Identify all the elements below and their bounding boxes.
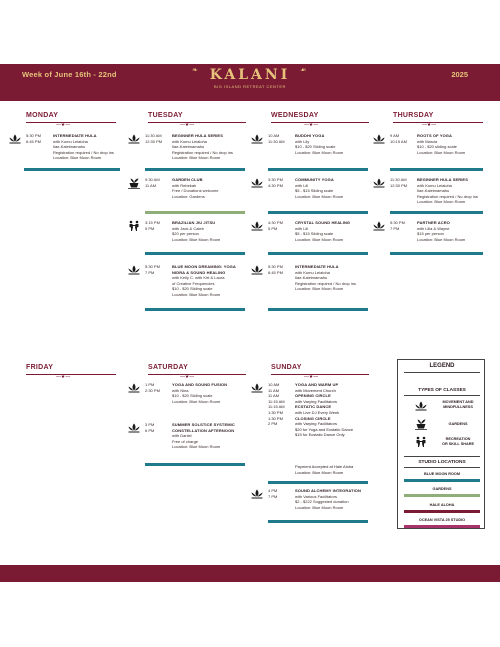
event-line: Payment Accepted at Hale Aloha [295, 464, 354, 469]
event-title-cont: NIDRA & SOUND HEALING [172, 269, 226, 275]
legend-title: LEGEND [429, 363, 455, 369]
kalani-logo [200, 68, 300, 89]
event-card[interactable] [127, 422, 252, 458]
day-saturday: SATURDAY [148, 364, 189, 371]
event-line: with Lili [295, 182, 309, 188]
event-start: 11:30 AM [390, 177, 407, 182]
legend-type-label: OR SKILL SHARE [442, 441, 474, 446]
event-line: with Kumu Leialoha [172, 138, 207, 144]
event-title: COMMUNITY YOGA [295, 177, 334, 182]
event-line: Registration required / No drop ins [295, 280, 356, 286]
recreation-icon [127, 220, 141, 232]
event-start: 3 PM [145, 422, 155, 427]
event-times [390, 220, 418, 231]
event-title: CLOSING CIRCLE [295, 415, 331, 421]
legend-bar-ocean-vista [404, 525, 480, 528]
logo-name: KALANI [209, 67, 291, 83]
event-times [145, 422, 173, 433]
event-line: Location: Blue Moon Room [295, 149, 344, 155]
event-title-cont: CONSTELLATION AFTERNOON [172, 427, 235, 433]
legend-location-hale-aloha: HALE ALOHA [429, 503, 455, 507]
event-start: 5:30 PM [390, 220, 405, 225]
recreation-icon [414, 436, 428, 448]
event-time: 1:30 PM [268, 415, 283, 421]
legend-rule [404, 467, 480, 468]
lotus-icon [127, 264, 141, 276]
legend-types-title: TYPES OF CLASSES [418, 388, 466, 393]
event-times [390, 133, 418, 144]
event-end: 12:30 PM [145, 138, 163, 144]
ornament-icon: ⁓❦⁓ [56, 122, 71, 128]
event-start: 5:30 PM [26, 133, 41, 138]
garden-icon [414, 418, 428, 430]
event-line: with Kelly C. with Kirt & Laura [172, 275, 225, 281]
event-card[interactable] [372, 133, 497, 163]
event-end: 10:15 AM [390, 138, 407, 144]
event-times [26, 133, 54, 144]
event-title: ROOTS OF YOGA [417, 133, 453, 138]
event-line: with Live DJ Every Week [295, 410, 340, 415]
legend-type-label: MINDFULLNESS [443, 404, 473, 409]
ornament-icon: ⁓❦⁓ [304, 122, 319, 128]
event-end: 7 PM [390, 225, 400, 231]
event-card[interactable] [127, 220, 252, 250]
legend-type-movement [432, 400, 484, 409]
event-line: Free / Donations welcome [172, 188, 219, 194]
event-line: Location: Blue Moon Room [172, 155, 221, 161]
event-time: 11 AM [268, 393, 280, 399]
day-tuesday: TUESDAY [148, 112, 183, 119]
legend-rule [404, 395, 480, 396]
event-line: with Varying Facilitators [295, 421, 337, 427]
legend-type-label: RECREATION [445, 437, 471, 441]
location-bar-blue-moon [268, 481, 368, 484]
event-details [417, 220, 465, 242]
event-time: 2 PM [268, 421, 278, 427]
event-title: CRYSTAL SOUND HEALING [295, 220, 351, 225]
event-times [145, 220, 173, 231]
legend-bar-hale-aloha [404, 510, 480, 513]
event-line: Location: Blue Moon Room [172, 444, 221, 450]
event-line: Location: Blue Moon Room [417, 199, 466, 205]
event-title: SUMMER SOLSTICE SYSTEMIC [172, 422, 235, 427]
event-start: 9:30 AM [145, 177, 160, 182]
location-bar-blue-moon [268, 252, 368, 255]
event-start: 5:30 PM [268, 264, 283, 269]
location-bar-blue-moon [390, 252, 483, 255]
footer-band [0, 565, 500, 582]
event-card[interactable] [372, 220, 497, 250]
day-sunday: SUNDAY [271, 364, 302, 371]
event-card[interactable] [250, 488, 380, 518]
day-friday: FRIDAY [26, 364, 54, 371]
legend-location-blue-moon: BLUE MOON ROOM [423, 472, 461, 476]
ornament-icon: ⁓❦⁓ [56, 374, 71, 380]
event-title: SOUND ALCHEMY INTEGRATION [295, 488, 361, 493]
event-line: $5 - $15 Sliding scale [295, 188, 334, 194]
event-start: 11:30 AM [145, 133, 162, 138]
legend-rule [404, 372, 480, 373]
event-title: INTERMEDIATE HULA [295, 264, 339, 269]
event-line: with Kumu Leialoha [53, 138, 88, 144]
event-line: $20 per person [172, 231, 199, 237]
event-times [145, 177, 173, 188]
event-details [53, 133, 114, 161]
lotus-icon [127, 382, 141, 394]
legend-type-label: MOVEMENT AND [442, 400, 474, 404]
location-bar-blue-moon [268, 168, 368, 171]
lotus-icon [250, 488, 264, 500]
event-end: 2:30 PM [145, 387, 160, 393]
event-end: 5 PM [268, 225, 278, 231]
event-times [390, 177, 418, 188]
event-start: 5:30 PM [145, 264, 160, 269]
event-line: $10 - $20 Sliding scale [172, 286, 213, 292]
ornament-left-icon: ❧ [192, 67, 198, 74]
lotus-icon [250, 264, 264, 276]
event-line: with Various Facilitators [295, 493, 337, 499]
event-title: PARTNER ACRO [417, 220, 450, 225]
header-banner [0, 64, 500, 101]
event-start: 9 AM [390, 133, 400, 138]
event-start: 10 AM [268, 133, 280, 138]
event-card[interactable] [127, 382, 252, 412]
event-end: 6:45 PM [26, 138, 41, 144]
event-details [172, 422, 235, 450]
event-card[interactable] [127, 264, 252, 308]
ornament-icon: ⁓❦⁓ [180, 374, 195, 380]
event-time: 11:15 AM [268, 398, 285, 404]
location-bar-blue-moon [24, 168, 120, 171]
event-line: Ilae-Kaleimamahu [417, 188, 450, 194]
day-rule [271, 122, 369, 123]
event-title: ECSTATIC DANCE [295, 404, 332, 410]
event-card[interactable] [250, 264, 375, 300]
event-line: $15 per person [417, 231, 444, 237]
event-end: 5 PM [145, 225, 155, 231]
event-end: 7 PM [268, 493, 278, 499]
lotus-icon [250, 220, 264, 232]
event-line: Location: Blue Moon Room [295, 236, 344, 242]
lotus-icon [127, 422, 141, 434]
event-line: of Creative Frequencies [172, 280, 215, 286]
event-line: $2 - $222 Suggested donation [295, 499, 349, 505]
event-line: with Lili [295, 225, 309, 231]
event-details [417, 177, 478, 205]
lotus-icon [8, 133, 22, 145]
lotus-icon [372, 220, 386, 232]
day-rule [393, 122, 483, 123]
event-times [268, 177, 296, 188]
event-line: with Nina [172, 387, 189, 393]
event-end: 11 AM [145, 182, 157, 188]
event-line: Ilae-Kaleimamahu [172, 144, 205, 150]
legend-rule [404, 456, 480, 457]
event-time: 1:30 PM [268, 410, 283, 415]
event-line: Location: Blue Moon Room [172, 398, 221, 404]
location-bar-blue-moon [145, 463, 245, 466]
event-line: Location: Blue Moon Room [172, 291, 221, 297]
event-details [295, 177, 343, 199]
event-start: 3:15 PM [145, 220, 160, 225]
event-line: with Kumu Leialoha [417, 182, 452, 188]
event-card[interactable] [8, 133, 120, 169]
garden-icon [127, 177, 141, 189]
week-label: Week of June 16th - 22nd [22, 70, 117, 79]
legend-location-ocean-vista: OCEAN VISTA 25 STUDIO [418, 518, 466, 522]
day-wednesday: WEDNESDAY [271, 112, 319, 119]
location-bar-blue-moon [145, 168, 245, 171]
ornament-right-icon: ☙ [300, 67, 307, 74]
event-times [268, 488, 296, 499]
event-end: 12:30 PM [390, 182, 408, 188]
event-line: Ilae-Kaleimamahu [53, 144, 86, 150]
lotus-icon [414, 400, 428, 412]
event-details [417, 133, 465, 155]
location-bar-blue-moon [268, 211, 368, 214]
event-end: 6 PM [145, 427, 155, 433]
event-line: with Jack & Caleb [172, 225, 204, 231]
event-line: Registration required / No drop ins [172, 149, 233, 155]
legend-bar-gardens [404, 494, 480, 497]
event-details [295, 264, 356, 292]
event-line: with Lily [295, 138, 310, 144]
event-times [145, 264, 173, 275]
event-line: with Lilia & Wayne [417, 225, 450, 231]
logo-subtitle: BIG ISLAND RETREAT CENTER [214, 84, 286, 89]
event-times [268, 133, 296, 144]
day-rule [26, 122, 116, 123]
event-line: with Kumu Leialoha [295, 269, 330, 275]
event-title: BEGINNER HULA SERIES [172, 133, 223, 138]
event-line: Registration required / No drop ins [53, 149, 114, 155]
legend-type-recreation [432, 437, 484, 446]
ornament-icon: ⁓❦⁓ [422, 122, 437, 128]
location-bar-blue-moon [390, 168, 483, 171]
location-bar-blue-moon [390, 211, 483, 214]
event-line: $10 - $20 Sliding scale [172, 393, 213, 399]
event-line: Location: Blue Moon Room [295, 504, 344, 510]
event-line: Location: Blue Moon Room [295, 193, 344, 199]
location-bar-blue-moon [145, 252, 245, 255]
location-bar-gardens [145, 211, 245, 214]
lotus-icon [250, 133, 264, 145]
day-rule [26, 374, 116, 375]
event-line: with Daniel [172, 433, 192, 439]
event-card[interactable] [127, 177, 252, 207]
event-line: Location: Blue Moon Room [172, 236, 221, 242]
lotus-icon [250, 382, 264, 394]
day-thursday: THURSDAY [393, 112, 434, 119]
legend-bar-blue-moon [404, 479, 480, 482]
legend-location-gardens: GARDENS [432, 487, 452, 491]
event-line: Location: Blue Moon Room [417, 149, 466, 155]
event-card[interactable] [250, 177, 375, 207]
legend-locations-title: STUDIO LOCATIONS [418, 460, 466, 465]
event-line: Registration required / No drop ins [417, 193, 478, 199]
event-start: 1 PM [145, 382, 155, 387]
event-line: with Marcia [417, 138, 438, 144]
event-end: 7 PM [145, 269, 155, 275]
event-card[interactable] [127, 133, 252, 169]
day-rule [271, 374, 369, 375]
event-title: GARDEN CLUB [172, 177, 203, 182]
event-title: BLUE MOON DREAMING: YOGA [172, 264, 236, 269]
day-rule [148, 122, 246, 123]
event-details [172, 177, 218, 199]
event-line: with Movement Church [295, 387, 336, 393]
event-time: 11:15 AM [268, 404, 285, 410]
event-line: Location: Blue Moon Room [417, 236, 466, 242]
event-times [145, 133, 173, 144]
event-line: with Rebekah [172, 182, 197, 188]
event-details [172, 220, 220, 242]
event-title: YOGA AND WARM UP [295, 382, 339, 387]
event-details [295, 133, 343, 155]
event-line: Free of charge [172, 438, 199, 444]
event-time: 10 AM [268, 382, 280, 387]
lotus-icon [372, 133, 386, 145]
event-end: 6:45 PM [268, 269, 283, 275]
event-times [145, 382, 173, 393]
event-card[interactable] [372, 177, 497, 213]
event-start: 4 PM [268, 488, 278, 493]
ornament-icon: ⁓❦⁓ [304, 374, 319, 380]
event-times [268, 220, 296, 231]
event-card[interactable] [250, 382, 380, 476]
event-details [295, 220, 350, 242]
ornament-icon: ⁓❦⁓ [180, 122, 195, 128]
event-card[interactable] [250, 133, 375, 163]
event-line: $15 for Ecstatic Dance Only [295, 432, 345, 438]
event-line: Location: Blue Moon Room [295, 469, 344, 475]
event-title: YOGA AND SOUND FUSION [172, 382, 228, 387]
location-bar-blue-moon [145, 308, 245, 311]
event-start: 3:30 PM [268, 177, 283, 182]
day-monday: MONDAY [26, 112, 59, 119]
event-card[interactable] [250, 220, 375, 250]
event-line: Location: Blue Moon Room [295, 286, 344, 292]
year-label: 2025 [451, 70, 468, 79]
event-line: $20 for Yoga and Ecstatic Dance [295, 426, 354, 432]
event-line: $10 - $20 sliding scale [417, 144, 457, 150]
event-end: 11:30 AM [268, 138, 285, 144]
legend-type-gardens [432, 422, 484, 427]
event-title: INTERMEDIATE HULA [53, 133, 97, 138]
event-line: $5 - $15 Sliding scale [295, 231, 334, 237]
event-start: 4:30 PM [268, 220, 283, 225]
lotus-icon [372, 177, 386, 189]
event-line: with Varying Facilitators [295, 398, 337, 404]
event-extra [295, 464, 385, 475]
event-end: 4:30 PM [268, 182, 283, 188]
event-line: $10 - $20 Sliding scale [295, 144, 336, 150]
day-rule [148, 374, 246, 375]
lotus-icon [250, 177, 264, 189]
event-title: BUDDHI YOGA [295, 133, 325, 138]
event-title: BEGINNER HULA SERIES [417, 177, 468, 182]
event-details [172, 382, 227, 404]
event-line: Location: Blue Moon Room [53, 155, 102, 161]
event-line: Location: Gardens [172, 193, 205, 199]
location-bar-blue-moon [268, 308, 368, 311]
legend-panel [397, 359, 485, 529]
event-title: OPENING CIRCLE [295, 393, 331, 399]
event-details [295, 488, 361, 510]
location-bar-blue-moon [268, 520, 368, 523]
event-details [172, 264, 236, 298]
event-line: Ilae-Kaleimamahu [295, 275, 328, 281]
legend-type-label: GARDENS [448, 422, 468, 426]
lotus-icon [127, 133, 141, 145]
event-times [268, 264, 296, 275]
event-time: 11 AM [268, 387, 280, 393]
event-title: BRAZILIAN JIU JITSU [172, 220, 216, 225]
event-details [172, 133, 233, 161]
